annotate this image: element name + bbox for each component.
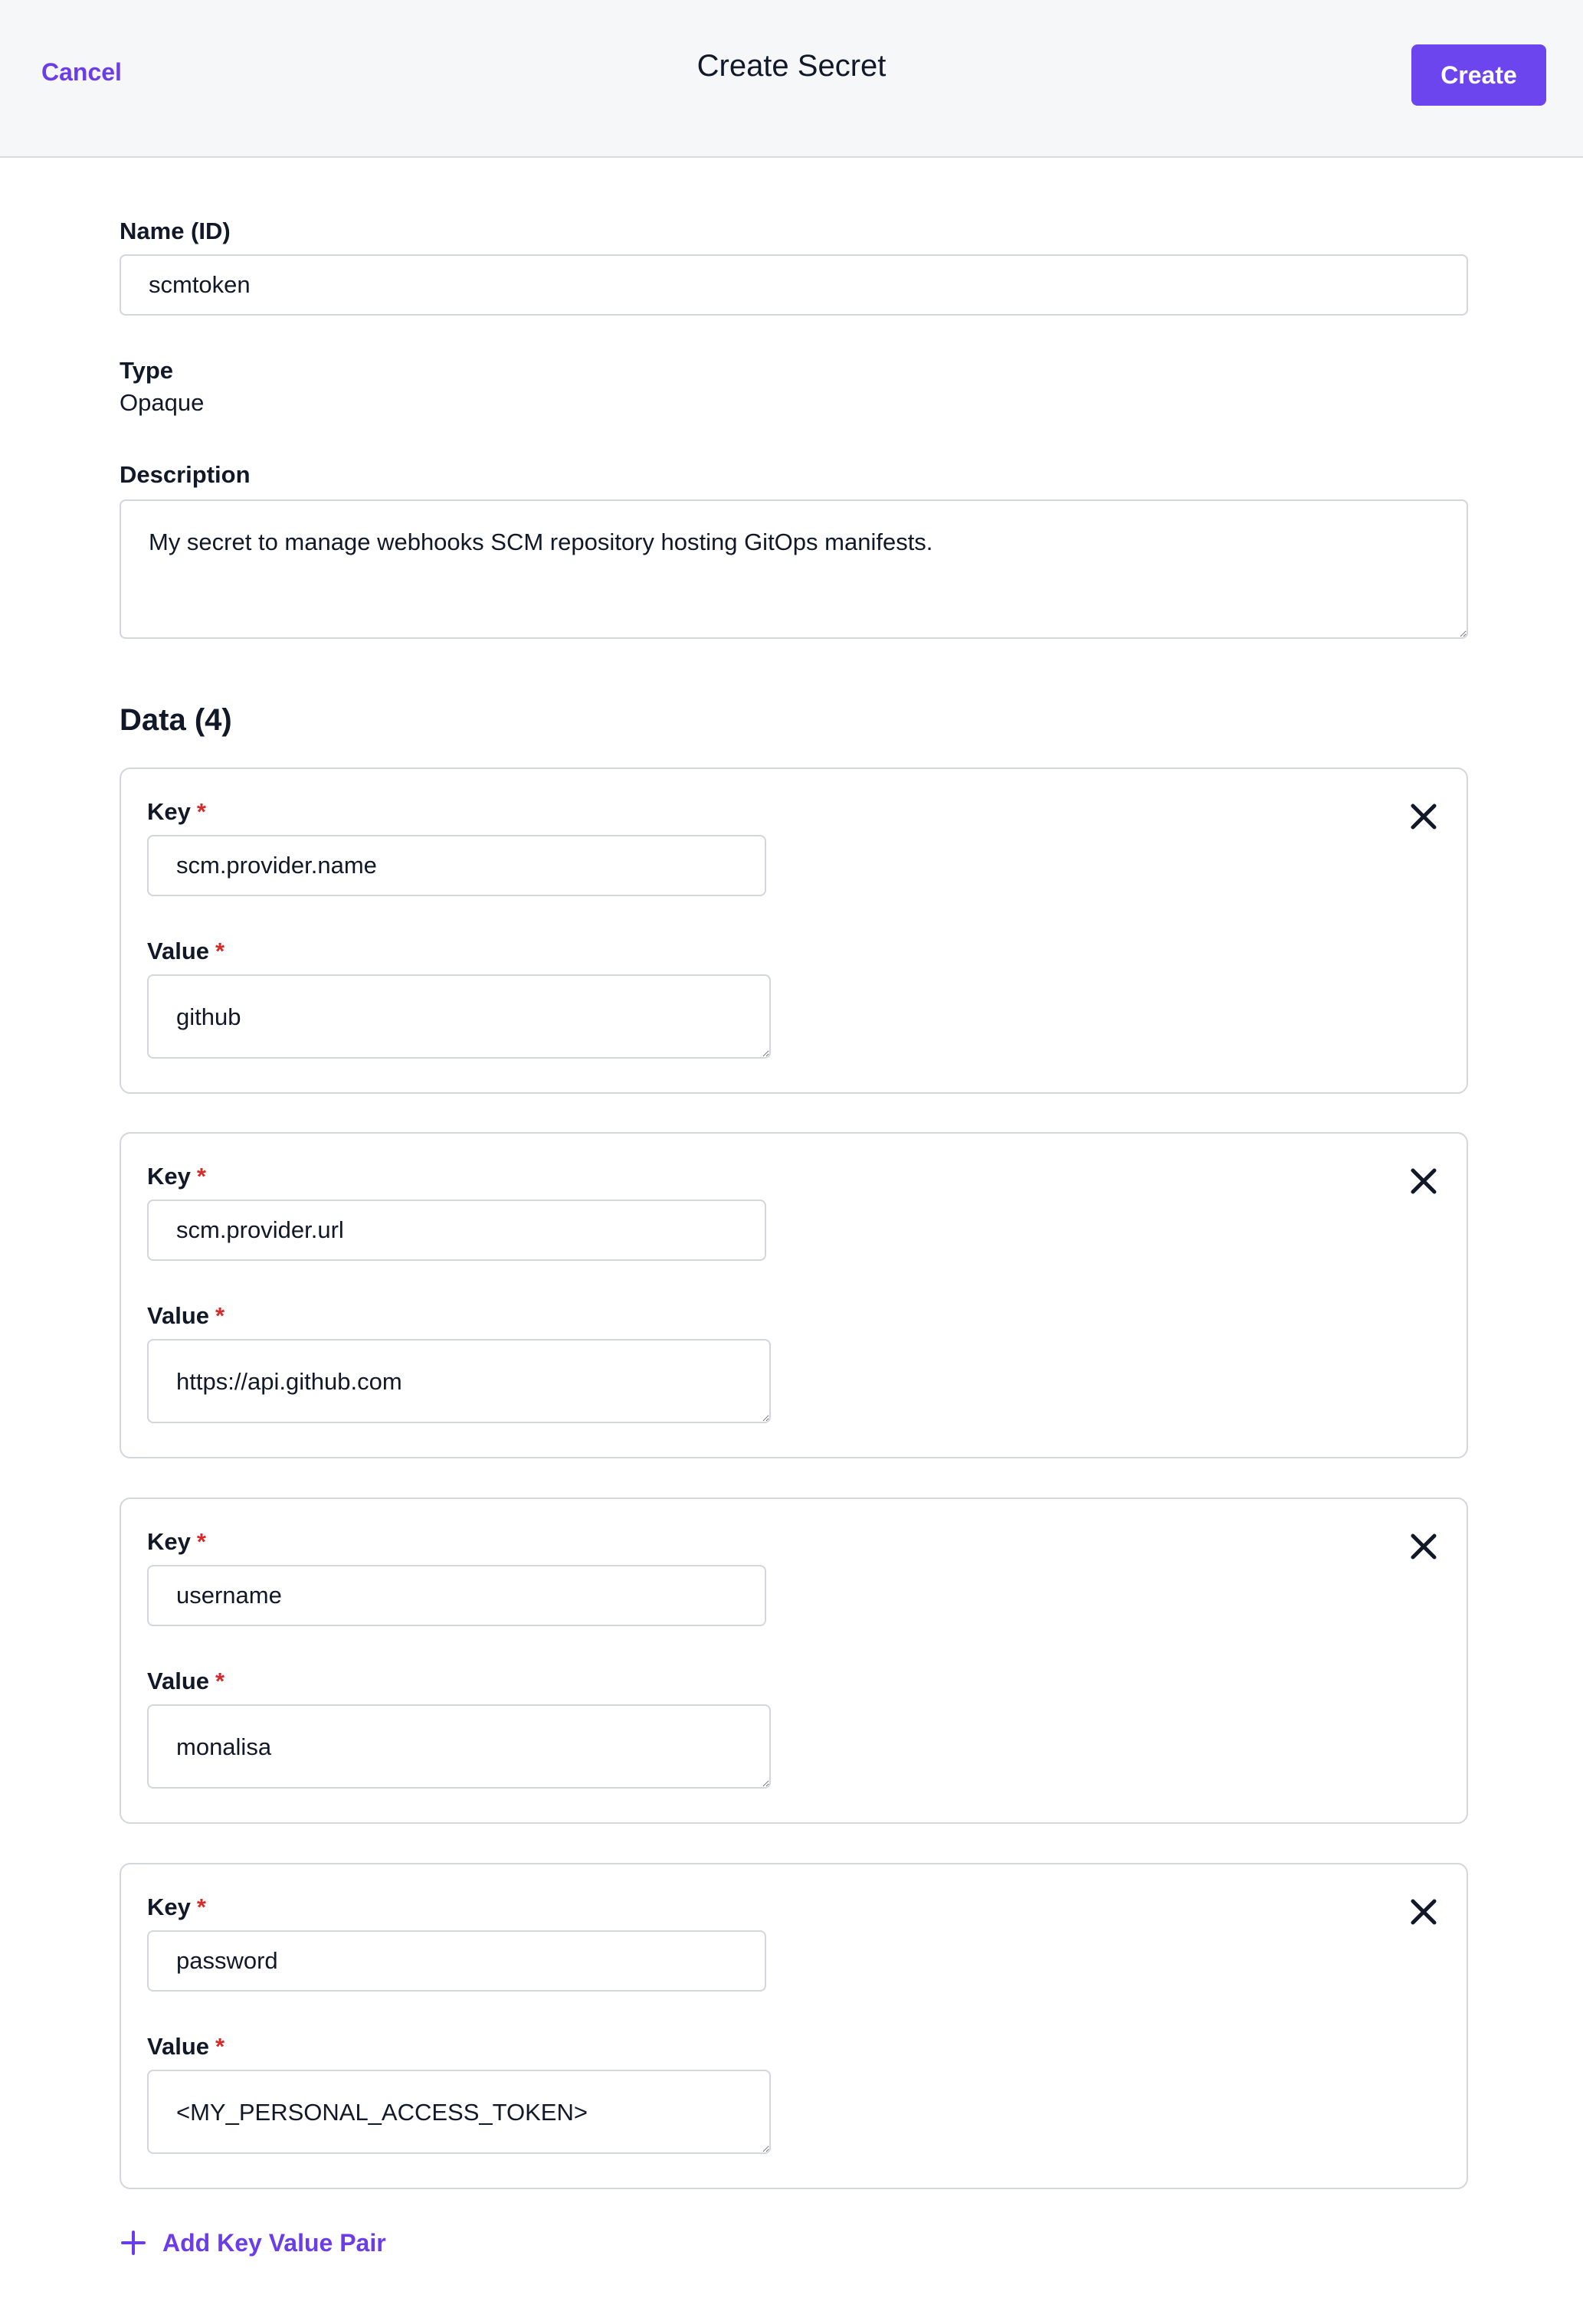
required-mark: * <box>215 1302 225 1329</box>
key-label-text: Key <box>147 1163 191 1190</box>
key-label <box>147 1163 206 1190</box>
value-label <box>147 2033 225 2061</box>
required-mark: * <box>196 1163 206 1190</box>
required-mark: * <box>215 1668 225 1694</box>
key-label-text: Key <box>147 798 191 825</box>
plus-icon <box>120 2229 147 2257</box>
remove-pair-button[interactable] <box>1405 1528 1442 1565</box>
value-label-text: Value <box>147 1668 209 1694</box>
type-label: Type <box>120 357 174 384</box>
value-textarea[interactable] <box>147 1704 771 1789</box>
value-label-text: Value <box>147 2033 209 2060</box>
description-textarea[interactable] <box>120 499 1468 639</box>
close-icon <box>1408 1897 1439 1927</box>
page-title: Create Secret <box>696 49 887 83</box>
cancel-button[interactable]: Cancel <box>41 58 122 86</box>
description-label: Description <box>120 461 251 488</box>
key-label <box>147 1528 206 1556</box>
value-textarea[interactable] <box>147 2070 771 2154</box>
key-input[interactable] <box>147 1200 766 1261</box>
key-input[interactable] <box>147 835 766 896</box>
close-icon <box>1408 1166 1439 1196</box>
name-input[interactable] <box>120 254 1468 316</box>
value-label-text: Value <box>147 1302 209 1329</box>
required-mark: * <box>196 1528 206 1555</box>
required-mark: * <box>196 798 206 825</box>
close-icon <box>1408 1531 1439 1562</box>
value-label <box>147 938 225 965</box>
create-button[interactable]: Create <box>1411 44 1546 106</box>
value-textarea[interactable] <box>147 974 771 1059</box>
key-label-text: Key <box>147 1528 191 1555</box>
value-label-text: Value <box>147 938 209 964</box>
required-mark: * <box>215 938 225 964</box>
value-textarea[interactable] <box>147 1339 771 1423</box>
key-value-pair-card <box>120 1498 1468 1824</box>
add-key-value-pair-label: Add Key Value Pair <box>162 2228 386 2257</box>
key-input[interactable] <box>147 1565 766 1626</box>
remove-pair-button[interactable] <box>1405 798 1442 835</box>
remove-pair-button[interactable] <box>1405 1163 1442 1200</box>
key-value-pair-card <box>120 1132 1468 1458</box>
key-input[interactable] <box>147 1930 766 1992</box>
key-label <box>147 798 206 826</box>
close-icon <box>1408 801 1439 832</box>
key-value-pair-card <box>120 768 1468 1094</box>
top-bar <box>0 0 1583 158</box>
remove-pair-button[interactable] <box>1405 1894 1442 1930</box>
required-mark: * <box>215 2033 225 2060</box>
data-section-title: Data (4) <box>120 703 232 737</box>
key-label-text: Key <box>147 1894 191 1920</box>
key-value-pair-card <box>120 1863 1468 2189</box>
type-value: Opaque <box>120 389 205 416</box>
required-mark: * <box>196 1894 206 1920</box>
value-label <box>147 1302 225 1330</box>
value-label <box>147 1668 225 1695</box>
key-label <box>147 1894 206 1921</box>
add-key-value-pair-button[interactable] <box>120 2224 386 2261</box>
name-label: Name (ID) <box>120 218 231 244</box>
